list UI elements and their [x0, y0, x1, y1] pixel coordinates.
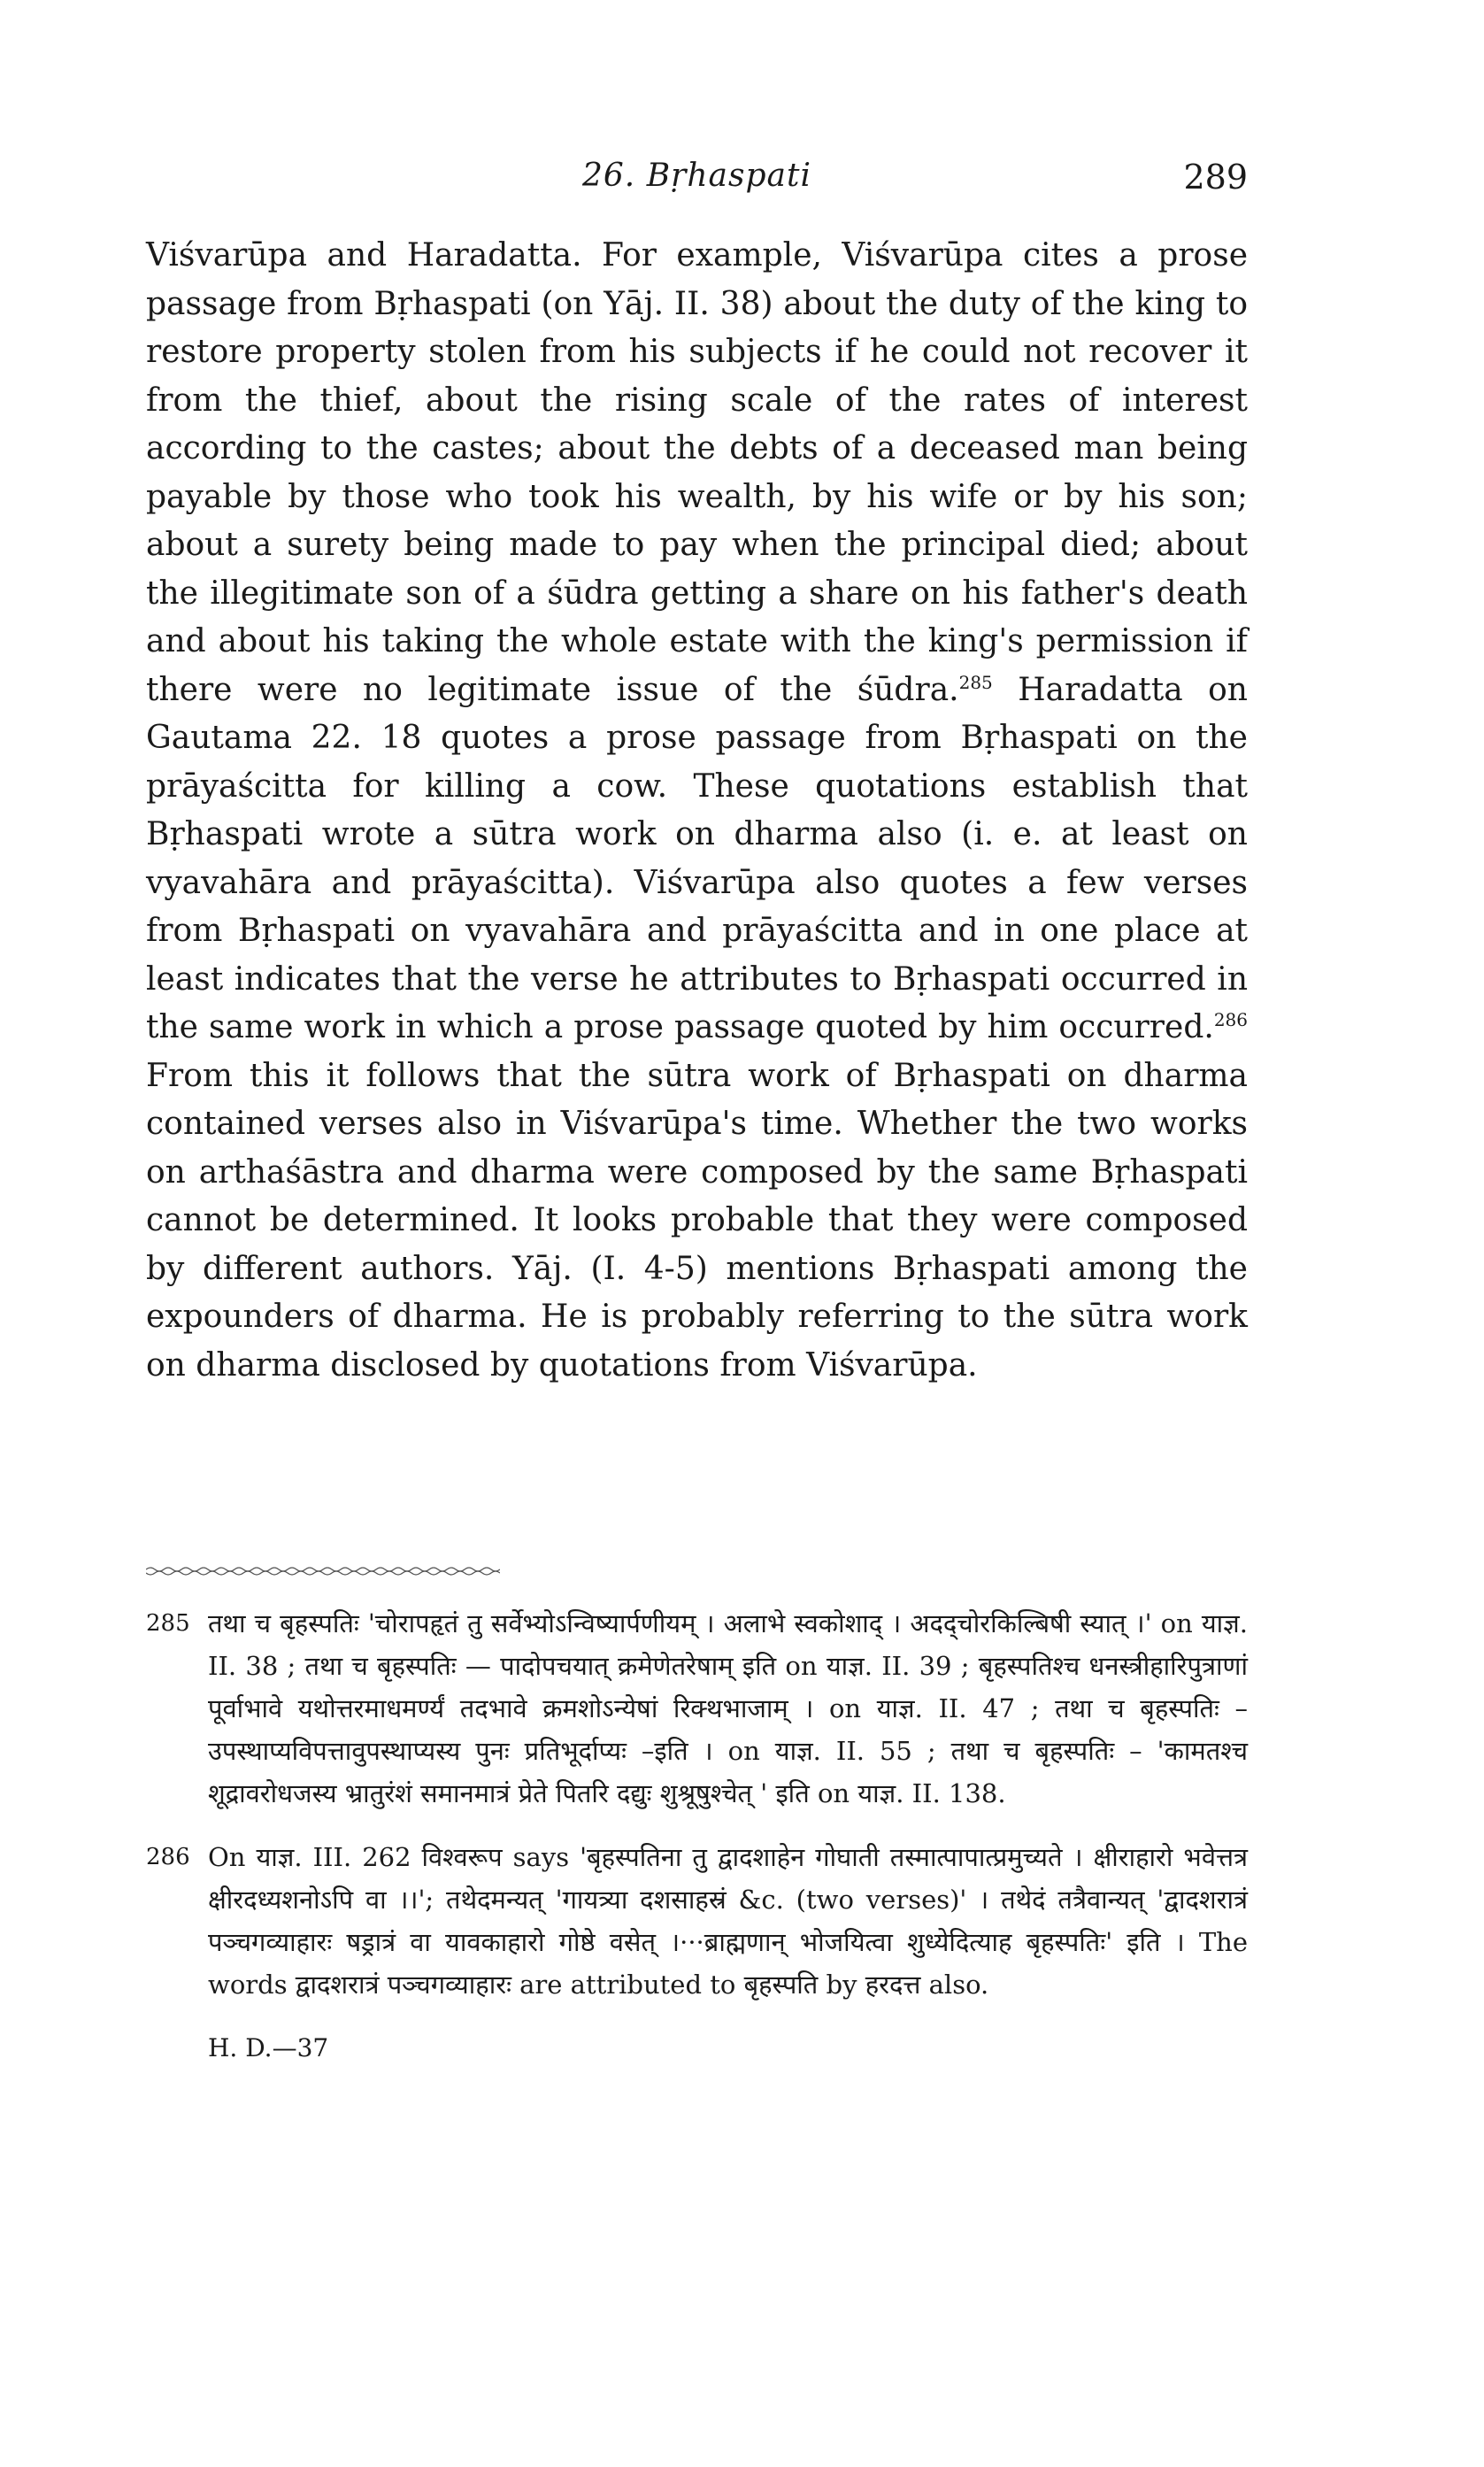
- page-number: 289: [1183, 158, 1248, 197]
- footnote-separator: [146, 1565, 500, 1577]
- footnote-ref-286[interactable]: 286: [1213, 1009, 1248, 1030]
- footnote-number: 286: [146, 1844, 190, 1870]
- footnote-text: On याज्ञ. III. 262 विश्वरूप says 'बृहस्पतिना तु द्वादशाहेन गोघाती तस्मात्पापात्प्रमुच्यते । क्षीराहारो भवेत्तत्र क्षीरदध्यशनोऽपि वा ।।'; तथेदमन्यत् 'गायत्र्या दशसाहस्रं &c. (two verses)' । तथेदं तत्रैवान्यत् 'द्वादशरात्रं पञ्चगव्याहारः षड्रात्रं वा यावकाहारो गोष्ठे वसेत् ।···ब्राह्मणान् भोजयित्वा शुध्येदित्याह बृहस्पतिः' इति । The words द्वादशरात्रं पञ्चगव्याहारः are attributed to बृहस्पति by हरदत्त also.: [208, 1842, 1248, 2000]
- body-text-part-1: Viśvarūpa and Haradatta. For example, Viśvarūpa cites a prose passage from Bṛhaspati (on Yāj. II. 38) about the duty of the king to restore property stolen from his subjects if he could not recover it from the thief, about the rising scale of the rates of interest according to the castes; about the debts of a deceased man being payable by those who took his wealth, by his wife or by his son; about a surety being made to pay when the principal died; about the illegitimate son of a śūdra getting a share on his father's death and about his taking the whole estate with the king's permission if there were no legitimate issue of the śūdra.: [146, 237, 1248, 708]
- footnote-285: [146, 1602, 1248, 1815]
- footnote-text: तथा च बृहस्पतिः 'चोरापहृतं तु सर्वेभ्योऽन्विष्यार्पणीयम् । अलाभे स्वकोशाद् । अदद्चोरकिल्बिषी स्यात् ।' on याज्ञ. II. 38 ; तथा च बृहस्पतिः — पादोपचयात् क्रमेणेतरेषाम् इति on याज्ञ. II. 39 ; बृहस्पतिश्च धनस्त्रीहारिपुत्राणां पूर्वाभावे यथोत्तरमाधमर्ण्यं तदभावे क्रमशोऽन्येषां रिक्थभाजाम् । on याज्ञ. II. 47 ; तथा च बृहस्पतिः –उपस्थाप्यविपत्तावुपस्थाप्यस्य पुनः प्रतिभूर्दाप्यः –इति । on याज्ञ. II. 55 ; तथा च बृहस्पतिः – 'कामतश्च शूद्रावरोधजस्य भ्रातुरंशं समानमात्रं प्रेते पितरि दद्युः शुश्रूषुश्चेत् ' इति on याज्ञ. II. 138.: [208, 1608, 1248, 1808]
- footnotes: [146, 1602, 1248, 2070]
- footnote-ref-285[interactable]: 285: [958, 671, 993, 693]
- signature-mark: H. D.—37: [208, 2033, 329, 2062]
- running-title: 26. Bṛhaspati: [582, 158, 811, 194]
- footnote-number: 285: [146, 1610, 190, 1637]
- body-text-part-3: From this it follows that the sūtra work of Bṛhaspati on dharma contained verses also in Viśvarūpa's time. Whether the two works on arthaśāstra and dharma were composed by the same Bṛhaspati cannot be determined. It looks probable that they were composed by different authors. Yāj. (I. 4-5) mentions Bṛhaspati among the expounders of dharma. He is probably referring to the sūtra work on dharma disclosed by quotations from Viśvarūpa.: [146, 1057, 1248, 1384]
- body-paragraph: [146, 232, 1248, 1390]
- footnote-286: [146, 1836, 1248, 2006]
- running-head: [146, 158, 1248, 202]
- body-text-part-2: Haradatta on Gautama 22. 18 quotes a prose passage from Bṛhaspati on the prāyaścitta for killing a cow. These quotations establish that Bṛhaspati wrote a sūtra work on dharma also (i. e. at least on vyavahāra and prāyaścitta). Viśvarūpa also quotes a few verses from Bṛhaspati on vyavahāra and prāyaścitta and in one place at least indicates that the verse he attributes to Bṛhaspati occurred in the same work in which a prose passage quoted by him occurred.: [146, 671, 1248, 1045]
